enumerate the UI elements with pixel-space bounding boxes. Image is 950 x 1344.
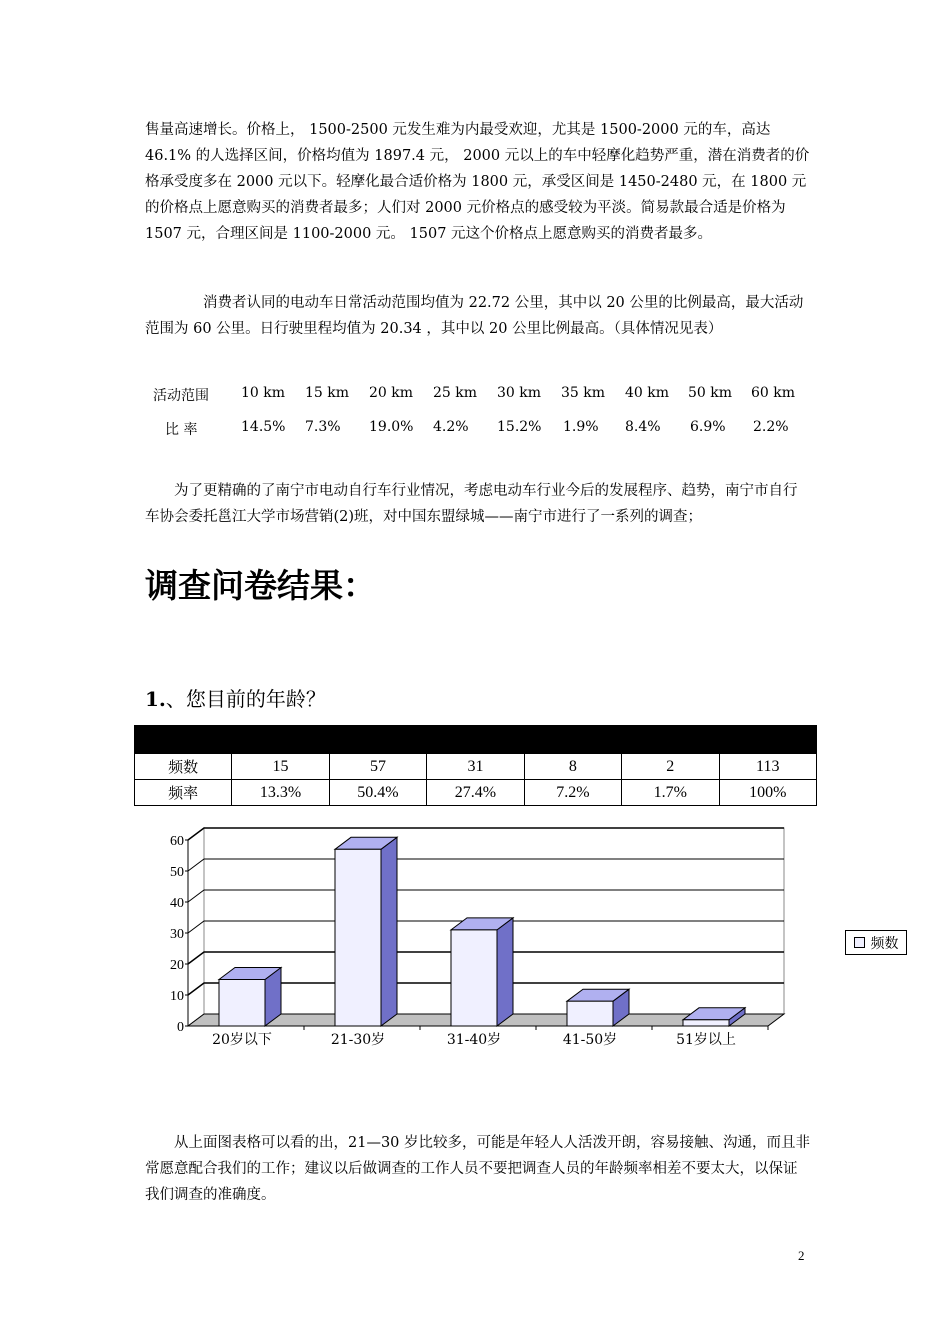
range-cell: 20 km xyxy=(369,385,414,401)
y-tick-label: 20 xyxy=(170,958,184,973)
y-tick-label: 10 xyxy=(170,989,184,1004)
table-row xyxy=(135,780,817,806)
table-row xyxy=(135,754,817,780)
question-title xyxy=(145,683,326,712)
range-cell: 35 km xyxy=(561,385,606,401)
x-tick-label: 21-30岁 xyxy=(330,1032,386,1048)
paragraph-price: 售量高速增长。价格上， 1500-2500 元发生难为内最受欢迎，尤其是 1500-2000 元的车，高达 46.1% 的人选择区间，价格均值为 1897.4 元， 2000 元以上的车中轻摩化趋势严重，潜在消费者的价格承受度多在 2000 元以下。轻摩化最合适价格为 1800 元，承受区间是 1450-2480 元，在 1800 元的价格点上愿意购买的消费者最多；人们对 2000 元价格点的感受较为平淡。简易款最合适是价格为 1507 元，合理区间是 1100-2000 元。 1507 元这个价格点上愿意购买的消费者最多。 xyxy=(145,122,810,242)
x-tick-label: 20岁以下 xyxy=(212,1032,272,1048)
bar xyxy=(683,1020,729,1026)
range-cell: 30 km xyxy=(497,385,542,401)
table-cell: 31 xyxy=(427,754,524,780)
x-tick-label: 51岁以上 xyxy=(676,1032,736,1048)
table-cell: 7.2% xyxy=(524,780,621,806)
age-bar-chart xyxy=(160,820,800,1060)
bar xyxy=(451,930,497,1026)
table-cell: 8 xyxy=(524,754,621,780)
table-cell: 13.3% xyxy=(232,780,329,806)
range-header-label: 活动范围 xyxy=(153,388,209,404)
y-tick-label: 40 xyxy=(170,896,184,911)
y-tick-label: 60 xyxy=(170,834,184,849)
table-cell: 15 xyxy=(232,754,329,780)
y-tick-label: 0 xyxy=(177,1020,184,1035)
range-cell: 10 km xyxy=(241,385,286,401)
rate-cell: 14.5% xyxy=(241,419,286,435)
table-cell: 27.4% xyxy=(427,780,524,806)
page-number: 2 xyxy=(798,1248,805,1263)
rate-cell: 6.9% xyxy=(690,419,726,435)
rate-cell: 2.2% xyxy=(753,419,789,435)
paragraph-intro: 为了更精确的了南宁市电动自行车行业情况，考虑电动车行业今后的发展程序、趋势，南宁市自行车协会委托邕江大学市场营销(2)班，对中国东盟绿城——南宁市进行了一系列的调查； xyxy=(145,483,798,525)
table-cell: 1.7% xyxy=(622,780,719,806)
x-tick-label: 31-40岁 xyxy=(446,1032,502,1048)
x-tick-label: 41-50岁 xyxy=(562,1032,618,1048)
range-cell: 50 km xyxy=(688,385,733,401)
bar xyxy=(219,980,265,1027)
table-cell: 50.4% xyxy=(329,780,426,806)
y-tick-label: 30 xyxy=(170,927,184,942)
row-label-count: 频数 xyxy=(135,754,232,780)
rate-cell: 19.0% xyxy=(369,419,414,435)
row-label-rate: 频率 xyxy=(135,780,232,806)
table-cell: 100% xyxy=(719,780,817,806)
table-cell: 57 xyxy=(329,754,426,780)
legend-label: 频数 xyxy=(870,935,899,952)
rate-label: 比 率 xyxy=(165,422,198,438)
bar-side xyxy=(497,918,513,1026)
range-cell: 60 km xyxy=(751,385,796,401)
table-cell: 113 xyxy=(719,754,817,780)
table-cell: 2 xyxy=(622,754,719,780)
range-cell: 25 km xyxy=(433,385,478,401)
paragraph-activity-range: 消费者认同的电动车日常活动范围均值为 22.72 公里，其中以 20 公里的比例最高，最大活动范围为 60 公里。日行驶里程均值为 20.34 ，其中以 20 公里比例最高。（具体情况见表） xyxy=(145,295,804,337)
bar-side xyxy=(381,837,397,1026)
bar xyxy=(335,849,381,1026)
section-heading: 调查问卷结果： xyxy=(145,566,376,605)
rate-cell: 8.4% xyxy=(625,419,661,435)
rate-cell: 1.9% xyxy=(563,419,599,435)
question-text: 、您目前的年龄？ xyxy=(165,687,326,711)
question-number: 1. xyxy=(145,687,166,711)
table-header-row xyxy=(135,726,817,754)
rate-cell: 4.2% xyxy=(433,419,469,435)
legend-swatch xyxy=(854,937,865,948)
y-tick-label: 50 xyxy=(170,865,184,880)
paragraph-conclusion: 从上面图表格可以看的出，21—30 岁比较多，可能是年轻人人活泼开朗，容易接触、沟通，而且非常愿意配合我们的工作；建议以后做调查的工作人员不要把调查人员的年龄频率相差不要太大，以保证我们调查的准确度。 xyxy=(145,1135,811,1203)
rate-cell: 7.3% xyxy=(305,419,341,435)
rate-cell: 15.2% xyxy=(497,419,542,435)
range-cell: 15 km xyxy=(305,385,350,401)
bar xyxy=(567,1001,613,1026)
range-cell: 40 km xyxy=(625,385,670,401)
frequency-table xyxy=(134,725,817,806)
chart-legend xyxy=(845,930,907,955)
